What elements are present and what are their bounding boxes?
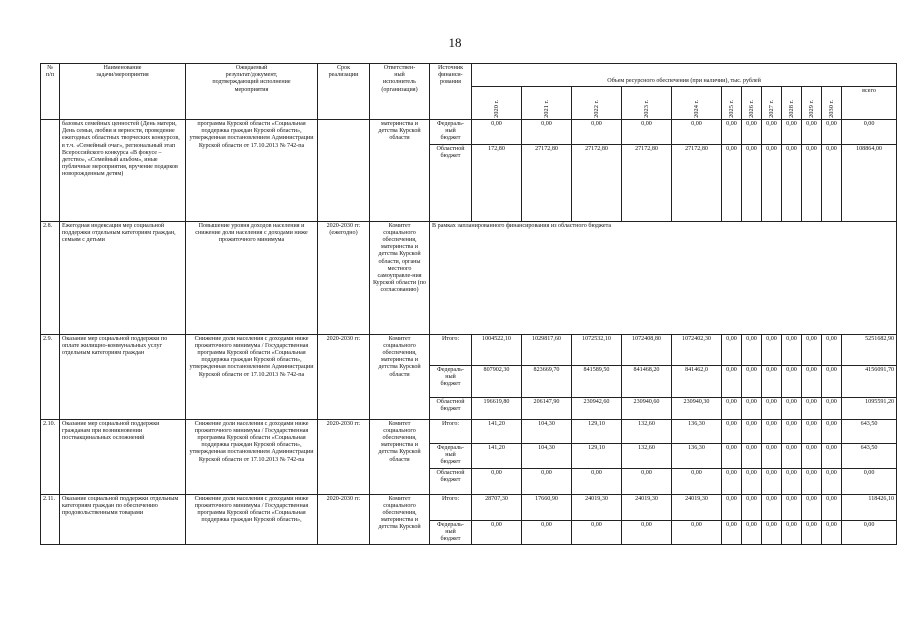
value-cell: 136,30 [672, 443, 722, 468]
value-cell: 0,00 [762, 494, 782, 520]
value-cell: 0,00 [742, 419, 762, 443]
header-task: Наименование задачи/мероприятия [60, 64, 186, 120]
value-cell: 0,00 [742, 144, 762, 221]
value-cell: 129,10 [572, 443, 622, 468]
value-cell: 0,00 [472, 468, 522, 494]
value-cell: 807902,30 [472, 365, 522, 397]
value-cell: 0,00 [822, 443, 842, 468]
value-cell: 0,00 [742, 397, 762, 419]
value-cell: 0,00 [782, 144, 802, 221]
value-cell: 0,00 [782, 419, 802, 443]
value-cell: 0,00 [672, 520, 722, 545]
value-cell: 823669,70 [522, 365, 572, 397]
value-cell: 0,00 [802, 397, 822, 419]
value-cell: 841462,0 [672, 365, 722, 397]
table-row [41, 494, 897, 520]
total-cell: 643,50 [842, 419, 897, 443]
value-cell: 0,00 [742, 120, 762, 145]
value-cell: 0,00 [742, 334, 762, 365]
value-cell: 230940,60 [622, 397, 672, 419]
value-cell: 0,00 [522, 120, 572, 145]
value-cell: 141,20 [472, 419, 522, 443]
task-cell: Ежегодная индексация мер социальной поддержки отдельным категориям граждан, семьям с детьми [60, 221, 186, 334]
value-cell: 0,00 [672, 120, 722, 145]
source-cell: Федераль- ный бюджет [430, 520, 472, 545]
value-cell: 196619,80 [472, 397, 522, 419]
total-cell: 0,00 [842, 120, 897, 145]
value-cell: 0,00 [722, 419, 742, 443]
value-cell: 0,00 [782, 520, 802, 545]
value-cell: 0,00 [622, 468, 672, 494]
task-cell: базовых семейных ценностей (День матери, День семьи, любви и верности, проведение ежегодных областных творческих конкурсов, в т.ч. «Семейный очаг», региональный этап Всероссийского конкурса «В фокусе – детство», «Семейный альбом», иные публичные мероприятия, вручение подарков новорожденным детям) [60, 120, 186, 222]
year-2024: 2024 г. [692, 100, 700, 118]
value-cell: 0,00 [472, 120, 522, 145]
value-cell: 0,00 [762, 520, 782, 545]
value-cell: 136,30 [672, 419, 722, 443]
value-cell: 24019,30 [672, 494, 722, 520]
value-cell: 0,00 [822, 468, 842, 494]
task-cell: Оказание мер социальной поддержки гражданам при возникновении поствакцинальных осложнений [60, 419, 186, 494]
value-cell: 0,00 [822, 120, 842, 145]
term-cell: 2020-2030 гг. [318, 334, 370, 419]
value-cell: 0,00 [822, 397, 842, 419]
table-row [41, 221, 897, 334]
value-cell: 24019,30 [622, 494, 672, 520]
header-total: всего [842, 87, 897, 120]
value-cell: 1004522,10 [472, 334, 522, 365]
source-cell: Областной бюджет [430, 144, 472, 221]
value-cell: 0,00 [722, 365, 742, 397]
total-cell: 5251682,90 [842, 334, 897, 365]
total-cell: 0,00 [842, 468, 897, 494]
total-cell: 643,50 [842, 443, 897, 468]
value-cell: 0,00 [622, 120, 672, 145]
value-cell: 17660,90 [522, 494, 572, 520]
header-result: Ожидаемый результат/документ, подтверждающий исполнение мероприятия [186, 64, 318, 120]
value-cell: 0,00 [802, 468, 822, 494]
value-cell: 172,80 [472, 144, 522, 221]
value-cell: 0,00 [762, 397, 782, 419]
value-cell: 0,00 [762, 144, 782, 221]
financing-note: В рамках запланированного финансирования из областного бюджета [430, 221, 897, 334]
year-2028: 2028 г. [787, 100, 795, 118]
value-cell: 0,00 [762, 419, 782, 443]
term-cell: 2020-2030 гг. [318, 419, 370, 494]
value-cell: 0,00 [782, 494, 802, 520]
resource-table [40, 63, 897, 545]
value-cell: 0,00 [802, 120, 822, 145]
total-cell: 0,00 [842, 520, 897, 545]
header-responsible: Ответствен- ный исполнитель (организация) [370, 64, 430, 120]
value-cell: 0,00 [722, 120, 742, 145]
value-cell: 27172,80 [572, 144, 622, 221]
value-cell: 24019,30 [572, 494, 622, 520]
value-cell: 0,00 [782, 365, 802, 397]
value-cell: 0,00 [782, 334, 802, 365]
value-cell: 0,00 [742, 520, 762, 545]
value-cell: 0,00 [782, 443, 802, 468]
value-cell: 28707,30 [472, 494, 522, 520]
value-cell: 129,10 [572, 419, 622, 443]
responsible-cell: Комитет социального обеспечения, материнства и детства Курской области [370, 334, 430, 419]
total-cell: 108864,00 [842, 144, 897, 221]
task-cell: Оказание социальной поддержки отдельным категориям граждан по обеспечению продовольственными товарами [60, 494, 186, 545]
value-cell: 0,00 [572, 468, 622, 494]
value-cell: 0,00 [742, 365, 762, 397]
value-cell: 0,00 [822, 334, 842, 365]
value-cell: 0,00 [722, 443, 742, 468]
value-cell: 0,00 [722, 397, 742, 419]
value-cell: 0,00 [572, 120, 622, 145]
year-2027: 2027 г. [767, 100, 775, 118]
value-cell: 0,00 [822, 365, 842, 397]
value-cell: 0,00 [802, 494, 822, 520]
row-number: 2.11. [41, 494, 60, 545]
row-number: 2.8. [41, 221, 60, 334]
value-cell: 1029817,60 [522, 334, 572, 365]
result-cell: программа Курской области «Социальная поддержка граждан Курской области», утвержденная постановлением Администрации Курской области от 17.10.2013 № 742-па [186, 120, 318, 222]
row-number: 2.9. [41, 334, 60, 419]
value-cell: 0,00 [782, 468, 802, 494]
term-cell: 2020-2030 гг. [318, 494, 370, 545]
value-cell: 841589,50 [572, 365, 622, 397]
value-cell: 0,00 [802, 365, 822, 397]
total-cell: 4156091,70 [842, 365, 897, 397]
year-2021: 2021 г. [542, 100, 550, 118]
source-cell: Федераль- ный бюджет [430, 365, 472, 397]
value-cell: 0,00 [762, 365, 782, 397]
value-cell: 0,00 [802, 443, 822, 468]
source-cell: Итого: [430, 494, 472, 520]
value-cell: 230940,30 [672, 397, 722, 419]
value-cell: 104,30 [522, 443, 572, 468]
task-cell: Оказание мер социальной поддержки по оплате жилищно-коммунальных услуг отдельным категориям граждан [60, 334, 186, 419]
value-cell: 0,00 [522, 468, 572, 494]
value-cell: 0,00 [782, 120, 802, 145]
table-row [41, 334, 897, 365]
value-cell: 141,20 [472, 443, 522, 468]
value-cell: 230942,60 [572, 397, 622, 419]
value-cell: 0,00 [572, 520, 622, 545]
source-cell: Итого: [430, 419, 472, 443]
total-cell: 118426,10 [842, 494, 897, 520]
year-2022: 2022 г. [592, 100, 600, 118]
year-2026: 2026 г. [747, 100, 755, 118]
result-cell: Снижение доли населения с доходами ниже прожиточного минимума / Государственная программа Курской области «Социальная поддержка граждан Курской области», [186, 494, 318, 545]
value-cell: 0,00 [722, 520, 742, 545]
year-2025: 2025 г. [727, 100, 735, 118]
value-cell: 0,00 [722, 494, 742, 520]
value-cell: 104,30 [522, 419, 572, 443]
value-cell: 0,00 [722, 334, 742, 365]
result-cell: Повышение уровня доходов населения и снижение доли населения с доходами ниже прожиточного минимума [186, 221, 318, 334]
value-cell: 0,00 [762, 120, 782, 145]
responsible-cell: Комитет социального обеспечения, материнства и детства Курской области, органы местного самоуправле-ния Курской области (по согласованию) [370, 221, 430, 334]
source-cell: Итого: [430, 334, 472, 365]
row-number: 2.10. [41, 419, 60, 494]
source-cell: Областной бюджет [430, 468, 472, 494]
value-cell: 0,00 [822, 520, 842, 545]
responsible-cell: материнства и детства Курской области [370, 120, 430, 222]
value-cell: 0,00 [762, 468, 782, 494]
year-2030: 2030 г. [827, 100, 835, 118]
value-cell: 0,00 [742, 494, 762, 520]
header-num: № п/п [41, 64, 60, 120]
value-cell: 0,00 [672, 468, 722, 494]
result-cell: Снижение доли населения с доходами ниже прожиточного минимума / Государственная программа Курской области «Социальная поддержка граждан Курской области», утвержденная постановлением Администрации Курской области от 17.10.2013 № 742-па [186, 334, 318, 419]
value-cell: 0,00 [722, 144, 742, 221]
source-cell: Областной бюджет [430, 397, 472, 419]
value-cell: 1072402,30 [672, 334, 722, 365]
term-cell: 2020-2030 гг. (ежегодно) [318, 221, 370, 334]
value-cell: 1072532,10 [572, 334, 622, 365]
total-cell: 1095591,20 [842, 397, 897, 419]
value-cell: 0,00 [802, 334, 822, 365]
value-cell: 27172,80 [672, 144, 722, 221]
value-cell: 0,00 [742, 443, 762, 468]
value-cell: 132,60 [622, 443, 672, 468]
value-cell: 0,00 [822, 419, 842, 443]
value-cell: 0,00 [472, 520, 522, 545]
value-cell: 0,00 [722, 468, 742, 494]
value-cell: 0,00 [762, 334, 782, 365]
responsible-cell: Комитет социального обеспечения, материнства и детства Курской области [370, 419, 430, 494]
result-cell: Снижение доли населения с доходами ниже прожиточного минимума / Государственная программа Курской области «Социальная поддержка граждан Курской области», утвержденная постановлением Администрации Курской области от 17.10.2013 № 742-па [186, 419, 318, 494]
value-cell: 841468,20 [622, 365, 672, 397]
source-cell: Федераль- ный бюджет [430, 120, 472, 145]
value-cell: 0,00 [742, 468, 762, 494]
value-cell: 132,60 [622, 419, 672, 443]
value-cell: 0,00 [762, 443, 782, 468]
table-row [41, 120, 897, 145]
value-cell: 1072408,80 [622, 334, 672, 365]
value-cell: 0,00 [822, 494, 842, 520]
value-cell: 0,00 [522, 520, 572, 545]
value-cell: 0,00 [802, 419, 822, 443]
header-volume: Объем ресурсного обеспечения (при наличии), тыс. рублей [472, 64, 897, 87]
source-cell: Федераль- ный бюджет [430, 443, 472, 468]
page-number: 18 [448, 35, 462, 50]
responsible-cell: Комитет социального обеспечения, материнства и детства Курской [370, 494, 430, 545]
value-cell: 27172,80 [522, 144, 572, 221]
value-cell: 27172,80 [622, 144, 672, 221]
value-cell: 0,00 [802, 144, 822, 221]
value-cell: 0,00 [802, 520, 822, 545]
value-cell: 0,00 [622, 520, 672, 545]
year-2020: 2020 г. [492, 100, 500, 118]
header-term: Срок реализации [318, 64, 370, 120]
year-2023: 2023 г. [642, 100, 650, 118]
value-cell: 0,00 [822, 144, 842, 221]
table-row [41, 419, 897, 443]
value-cell: 0,00 [782, 397, 802, 419]
value-cell: 206147,90 [522, 397, 572, 419]
year-2029: 2029 г. [807, 100, 815, 118]
header-source: Источник финанси- рования [430, 64, 472, 120]
